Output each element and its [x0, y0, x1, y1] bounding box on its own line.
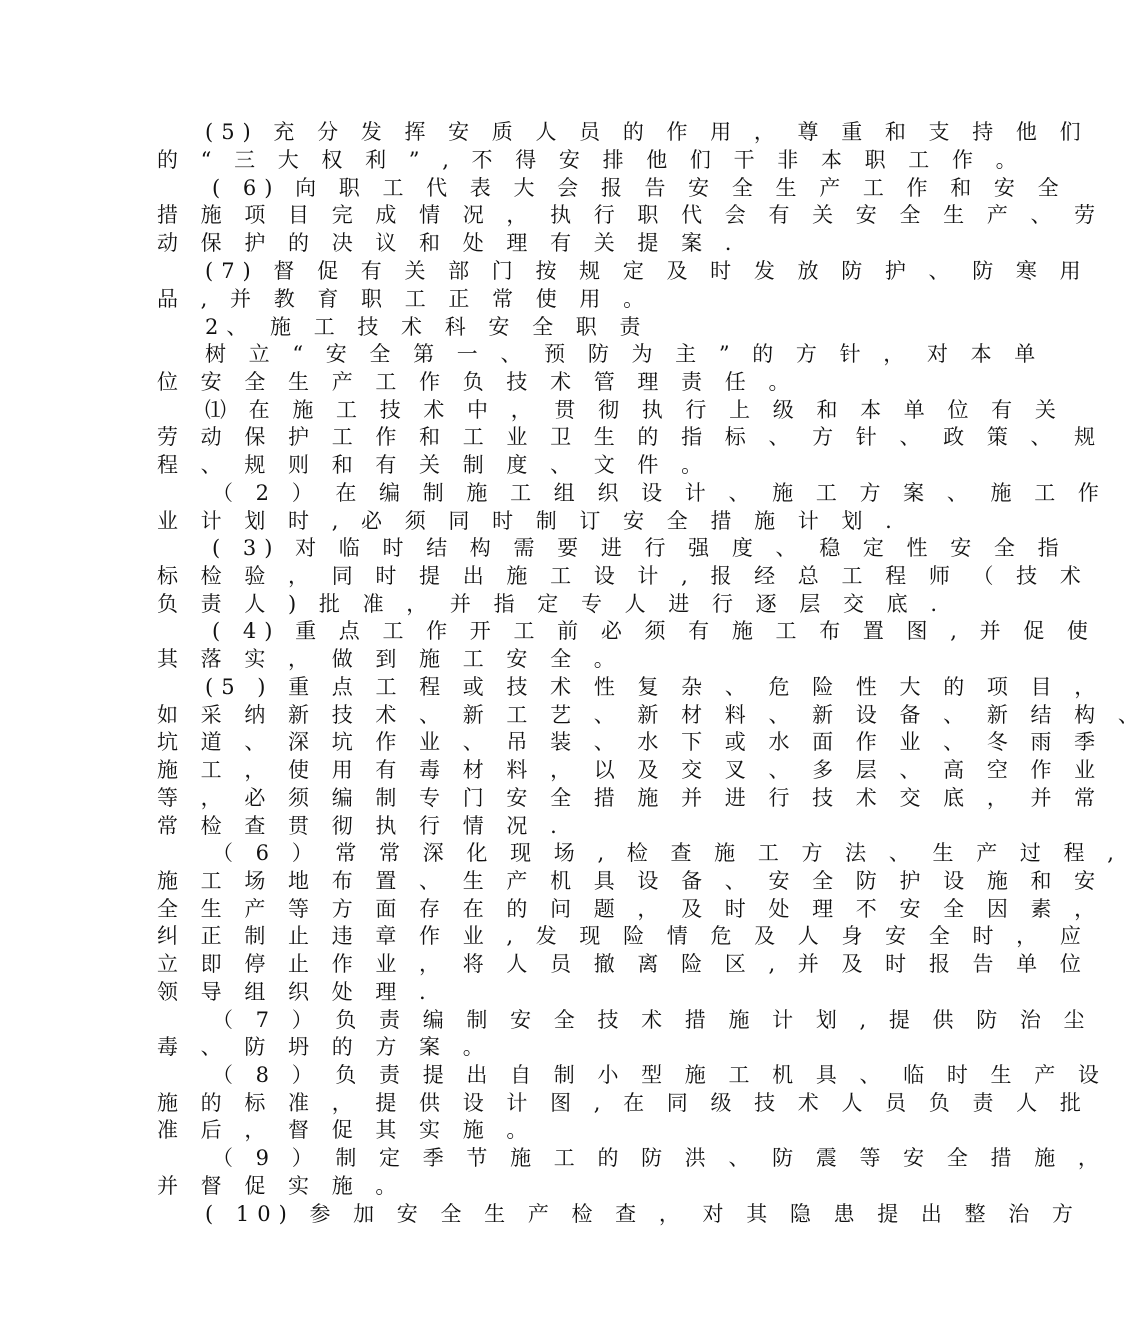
text-line: ⑴ 在 施 工 技 术 中 ， 贯 彻 执 行 上 级 和 本 单 位 有 关 [205, 398, 1064, 422]
section-heading: 2、 施 工 技 术 科 安 全 职 责 [205, 315, 649, 339]
text-line: 如 采 纳 新 技 术 、 新 工 艺 、 新 材 料 、 新 设 备 、 新 结 构 、 [157, 703, 1147, 727]
text-line: 常 检 查 贯 彻 执 行 情 况 . [157, 814, 565, 838]
text-line: (7) 督 促 有 关 部 门 按 规 定 及 时 发 放 防 护 、 防 寒 用 [205, 259, 1089, 283]
text-line: 施 工 场 地 布 置 、 生 产 机 具 设 备 、 安 全 防 护 设 施 和 安 [157, 869, 1104, 893]
text-line: 全 生 产 等 方 面 存 在 的 问 题 ， 及 时 处 理 不 安 全 因 素 ， [157, 897, 1104, 921]
text-line: （ 8 ） 负 责 提 出 自 制 小 型 施 工 机 具 、 临 时 生 产 设 [212, 1063, 1107, 1087]
text-line: ( 6) 向 职 工 代 表 大 会 报 告 安 全 生 产 工 作 和 安 全 [212, 176, 1067, 200]
text-line: 施 工 ， 使 用 有 毒 材 料 ， 以 及 交 叉 、 多 层 、 高 空 作 业 [157, 758, 1104, 782]
text-line: 领 导 组 织 处 理 . [157, 980, 434, 1004]
text-line: ( 10) 参 加 安 全 生 产 检 查 ， 对 其 隐 患 提 出 整 治 方 [205, 1202, 1081, 1226]
text-line: 纠 正 制 止 违 章 作 业 , 发 现 险 情 危 及 人 身 安 全 时 ， 应 [157, 924, 1089, 948]
text-line: 业 计 划 时 , 必 须 同 时 制 订 安 全 措 施 计 划 . [157, 509, 900, 533]
text-line: 其 落 实 ， 做 到 施 工 安 全 。 [157, 647, 623, 671]
text-line: 并 督 促 实 施 。 [157, 1174, 405, 1198]
text-line: (5 ) 重 点 工 程 或 技 术 性 复 杂 、 危 险 性 大 的 项 目 ， [205, 675, 1104, 699]
text-line: 负 责 人 ) 批 准 ， 并 指 定 专 人 进 行 逐 层 交 底 . [157, 592, 946, 616]
text-line: 等 ， 必 须 编 制 专 门 安 全 措 施 并 进 行 技 术 交 底 ， 并 常 [157, 786, 1104, 810]
text-line: ( 3) 对 临 时 结 构 需 要 进 行 强 度 、 稳 定 性 安 全 指 [212, 536, 1067, 560]
text-line: 毒 、 防 坍 的 方 案 。 [157, 1035, 492, 1059]
text-line: 劳 动 保 护 工 作 和 工 业 卫 生 的 指 标 、 方 针 、 政 策 、 规 [157, 425, 1104, 449]
text-line: （ 9 ） 制 定 季 节 施 工 的 防 洪 、 防 震 等 安 全 措 施 ， [212, 1146, 1107, 1170]
text-line: 施 的 标 准 ， 提 供 设 计 图 , 在 同 级 技 术 人 员 负 责 人 批 [157, 1091, 1089, 1115]
text-line: 立 即 停 止 作 业 ， 将 人 员 撤 离 险 区 , 并 及 时 报 告 单 位 [157, 952, 1089, 976]
text-line: 的 “ 三 大 权 利 ” , 不 得 安 排 他 们 干 非 本 职 工 作 。 [157, 148, 1025, 172]
text-line: 措 施 项 目 完 成 情 况 ， 执 行 职 代 会 有 关 安 全 生 产 、 劳 [157, 203, 1104, 227]
text-line: 动 保 护 的 决 议 和 处 理 有 关 提 案 . [157, 231, 740, 255]
text-line: （ 6 ） 常 常 深 化 现 场 , 检 查 施 工 方 法 、 生 产 过 程 , [212, 841, 1122, 865]
text-line: 品 , 并 教 育 职 工 正 常 使 用 。 [157, 287, 653, 311]
text-line: (5) 充 分 发 挥 安 质 人 员 的 作 用 ， 尊 重 和 支 持 他 们 [205, 120, 1089, 144]
text-line: 准 后 ， 督 促 其 实 施 。 [157, 1118, 536, 1142]
text-line: 程 、 规 则 和 有 关 制 度 、 文 件 。 [157, 453, 711, 477]
text-line: （ 2 ） 在 编 制 施 工 组 织 设 计 、 施 工 方 案 、 施 工 作 [212, 481, 1107, 505]
text-line: （ 7 ） 负 责 编 制 安 全 技 术 措 施 计 划 , 提 供 防 治 尘 [212, 1008, 1093, 1032]
text-line: 位 安 全 生 产 工 作 负 技 术 管 理 责 任 。 [157, 370, 798, 394]
text-line: ( 4) 重 点 工 作 开 工 前 必 须 有 施 工 布 置 图 , 并 促 使 [212, 619, 1096, 643]
text-line: 标 检 验 ， 同 时 提 出 施 工 设 计 , 报 经 总 工 程 师 （ 技 术 [157, 564, 1089, 588]
text-line: 坑 道 、 深 坑 作 业 、 吊 装 、 水 下 或 水 面 作 业 、 冬 雨 季 [157, 730, 1104, 754]
text-line: 树 立 “ 安 全 第 一 、 预 防 为 主 ” 的 方 针 ， 对 本 单 [205, 342, 1044, 366]
